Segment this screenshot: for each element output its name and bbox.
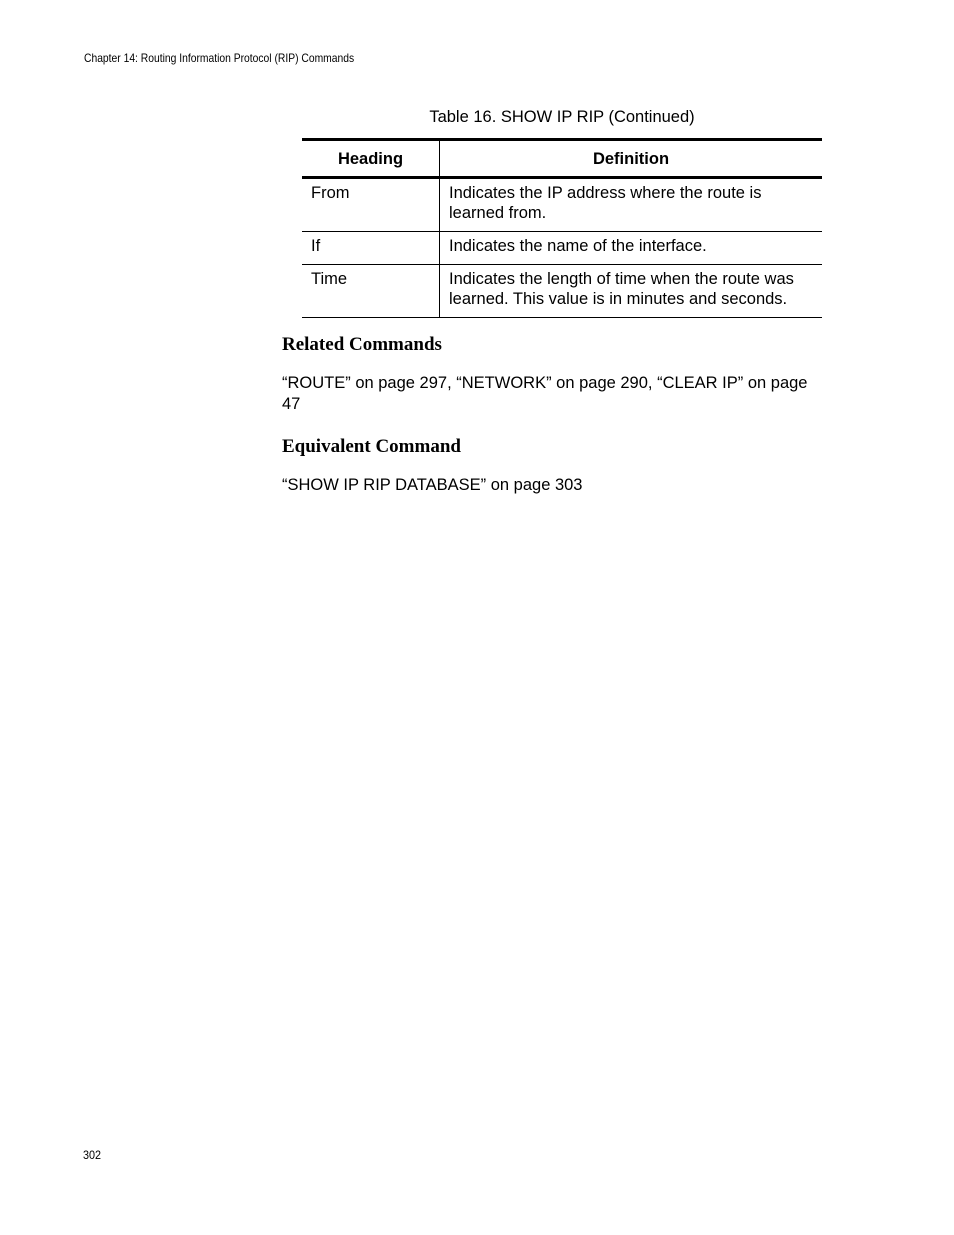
row-definition: Indicates the IP address where the route is learned from. (440, 178, 823, 232)
column-header-heading: Heading (302, 140, 440, 178)
definition-table (302, 138, 822, 318)
column-header-definition: Definition (440, 140, 823, 178)
related-commands-text: “ROUTE” on page 297, “NETWORK” on page 290, “CLEAR IP” on page 47 (282, 374, 808, 413)
related-commands-heading: Related Commands (282, 334, 442, 355)
table-header-row (302, 140, 822, 178)
table-caption: Table 16. SHOW IP RIP (Continued) (429, 108, 695, 126)
table-row (302, 178, 822, 232)
table-row (302, 265, 822, 318)
row-heading: From (302, 178, 440, 232)
page-number: 302 (83, 1148, 102, 1162)
row-definition: Indicates the length of time when the route was learned. This value is in minutes and seconds. (440, 265, 823, 318)
table-row (302, 232, 822, 265)
row-heading: If (302, 232, 440, 265)
equivalent-command-heading: Equivalent Command (282, 436, 461, 457)
row-heading: Time (302, 265, 440, 318)
running-header: Chapter 14: Routing Information Protocol (RIP) Commands (84, 51, 355, 65)
row-definition: Indicates the name of the interface. (440, 232, 823, 265)
equivalent-command-text: “SHOW IP RIP DATABASE” on page 303 (282, 476, 583, 494)
